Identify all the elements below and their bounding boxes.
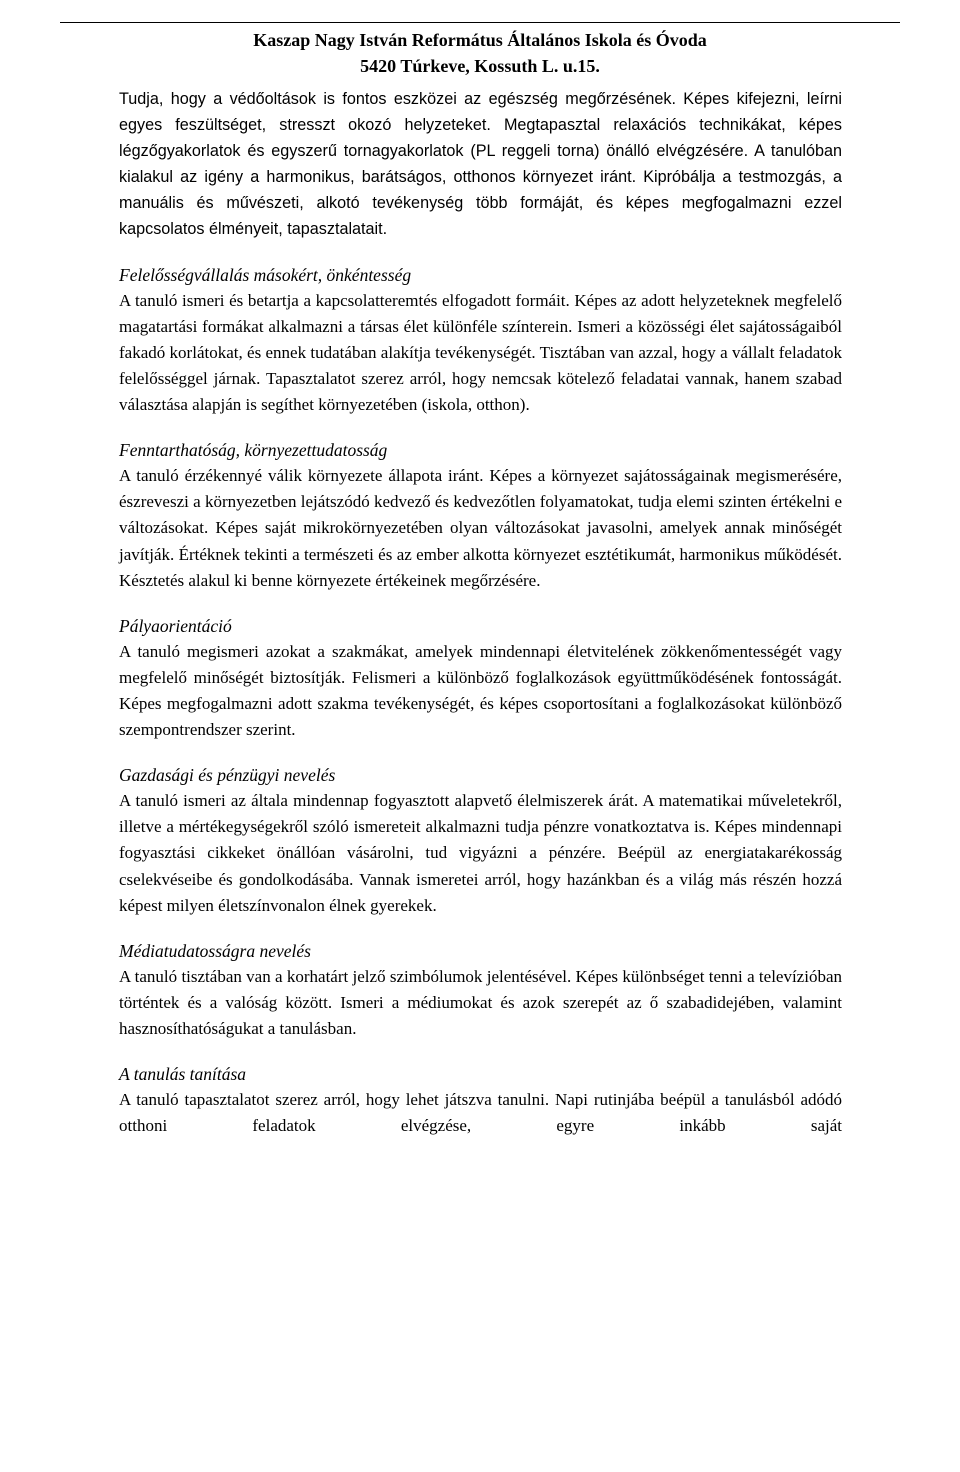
section-text: A tanuló tisztában van a korhatárt jelző szimbólumok jelentésével. Képes különbséget tenni a televízióban történtek és a valóság között. Ismeri a médiumokat és azok szerepét az ő szabadidejében, valamint hasznosíthatóságukat a tanulásban. bbox=[119, 966, 842, 1038]
section-heading: Fenntarthatóság, környezettudatosság bbox=[119, 440, 388, 461]
section-learning-to-learn bbox=[119, 1061, 842, 1139]
page-content bbox=[119, 86, 842, 1139]
section-heading: A tanulás tanítása bbox=[119, 1064, 247, 1085]
school-address: 5420 Túrkeve, Kossuth L. u.15. bbox=[360, 56, 600, 76]
section-heading: Médiatudatosságra nevelés bbox=[119, 940, 311, 961]
section-responsibility bbox=[119, 262, 842, 419]
header-rule bbox=[60, 22, 900, 23]
section-heading: Pályaorientáció bbox=[119, 615, 232, 636]
section-heading: Gazdasági és pénzügyi nevelés bbox=[119, 765, 336, 786]
section-text: A tanuló tapasztalatot szerez arról, hogy lehet játszva tanulni. Napi rutinjába beépül a tanulásból adódó otthoni feladatok elvégzése, egyre inkább saját bbox=[119, 1090, 842, 1136]
section-text: A tanuló megismeri azokat a szakmákat, amelyek mindennapi életvitelének zökkenőmentességét vagy megfelelő minőségét biztosítják. Felismeri a különböző foglalkozások együttműködésének fontosságát. Képes megfogalmazni adott szakma tevékenységét, és képes csoportosítani a foglalkozásokat különböző szempontrendszer szerint. bbox=[119, 641, 842, 740]
section-text: A tanuló érzékennyé válik környezete állapota iránt. Képes a környezet sajátosságainak megismerésére, észreveszi a környezetben lejátszódó kedvező és kedvezőtlen folyamatokat, tudja elemi szinten értékelni e változásokat. Képes saját mikrokörnyezetében olyan változásokat javasolni, amelyek annak minőségét javítják. Értéknek tekinti a természeti és az ember alkotta környezet esztétikumát, harmonikus működését. Késztetés alakul ki benne környezete értékeinek megőrzésére. bbox=[119, 466, 842, 590]
page-header bbox=[60, 27, 900, 79]
section-career-orientation bbox=[119, 613, 842, 743]
section-text: A tanuló ismeri és betartja a kapcsolatteremtés elfogadott formáit. Képes az adott helyzeteknek megfelelő magatartási formákat alkalmazni a társas élet különféle színterein. Ismeri a közösségi élet sajátosságaiból fakadó korlátokat, és ennek tudatában alakítja tevékenységét. Tisztában van azzal, hogy a vállalt feladatok felelősséggel járnak. Tapasztalatot szerez arról, hogy nemcsak kötelező feladatai vannak, hanem szabad választása alapján is segíthet környezetében (iskola, otthon). bbox=[119, 290, 842, 415]
school-name: Kaszap Nagy István Református Általános Iskola és Óvoda bbox=[253, 30, 707, 50]
section-text: A tanuló ismeri az általa mindennap fogyasztott alapvető élelmiszerek árát. A matematikai műveletekről, illetve a mértékegységekről szóló ismereteit alkalmazni tudja pénzre vonatkoztatva is. Képes mindennapi fogyasztási cikkeket önállóan vásárolni, tud vigyázni a pénzére. Beépül az energiatakarékosság cselekvéseibe és gondolkodásába. Vannak ismeretei arról, hogy hazánkban és a világ más részén hozzá képest milyen életszínvonalon élnek gyerekek. bbox=[119, 791, 842, 915]
section-heading: Felelősségvállalás másokért, önkéntesség bbox=[119, 264, 412, 285]
section-sustainability bbox=[119, 437, 842, 594]
section-media-literacy bbox=[119, 938, 842, 1042]
section-financial-education bbox=[119, 762, 842, 919]
intro-paragraph: Tudja, hogy a védőoltások is fontos eszközei az egészség megőrzésének. Képes kifejezni, leírni egyes feszültséget, stresszt okozó helyzeteket. Megtapasztal relaxációs technikákat, képes légzőgyakorlatok és egyszerű tornagyakorlatok (PL reggeli torna) önálló elvégzésére. A tanulóban kialakul az igény a harmonikus, barátságos, otthonos környezet iránt. Kipróbálja a testmozgás, a manuális és művészeti, alkotó tevékenység több formáját, és képes megfogalmazni ezzel kapcsolatos élményeit, tapasztalatait. bbox=[119, 90, 842, 239]
